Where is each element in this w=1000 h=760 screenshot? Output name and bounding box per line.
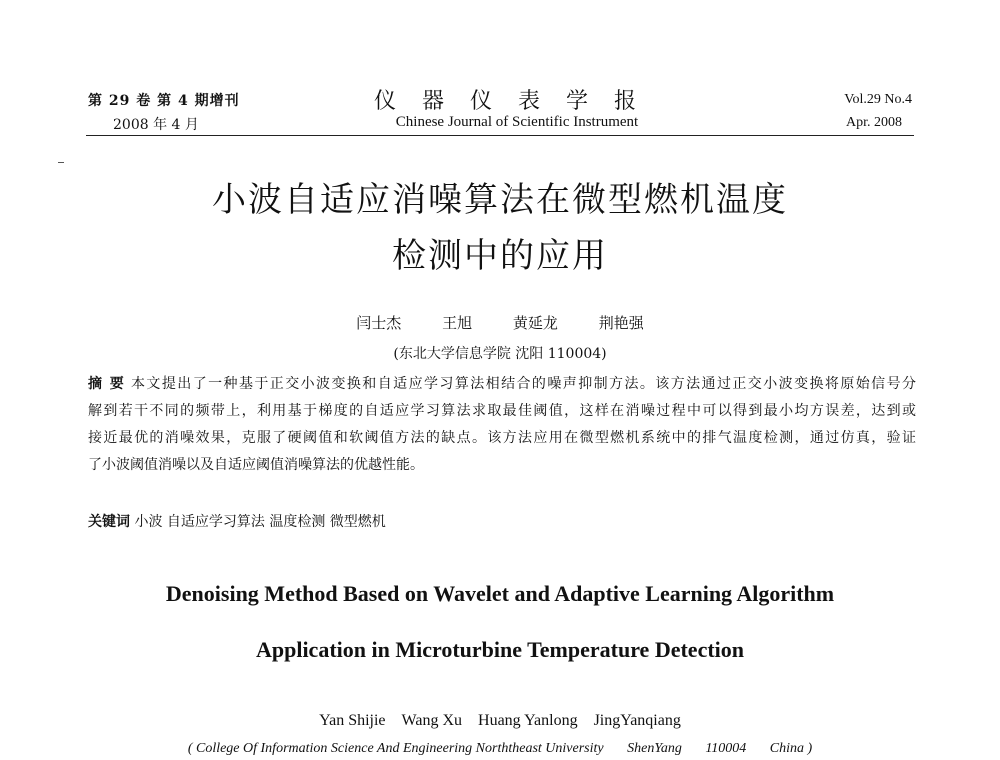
abstract-label: 摘 要 xyxy=(88,376,126,392)
keyword: 微型燃机 xyxy=(329,514,386,530)
author-cn: 闫士杰 xyxy=(356,314,402,332)
abstract-line-3: 接近最优的消噪效果，克服了硬阈值和软阈值方法的缺点。该方法应用在微型燃机系统中的排气温度检测，通过仿真，验证 xyxy=(88,430,916,446)
abstract-line-4: 了小波阈值消噪以及自适应阈值消噪算法的优越性能。 xyxy=(88,457,424,473)
abstract xyxy=(88,371,916,479)
authors-cn xyxy=(200,312,800,333)
author-cn: 王旭 xyxy=(442,314,473,332)
journal-name-cn: 仪器仪表学报 xyxy=(373,89,662,114)
author-en: Yan Shijie xyxy=(319,712,386,729)
keyword: 温度检测 xyxy=(269,514,326,530)
volume-issue-en: Vol.29 No.4 xyxy=(844,92,912,107)
author-cn: 荆艳强 xyxy=(598,314,644,332)
affiliation-cn: (东北大学信息学院 沈阳 110004) xyxy=(393,346,607,362)
title-cn-line-1: 小波自适应消噪算法在微型燃机温度 xyxy=(212,180,788,220)
title-cn-line-2: 检测中的应用 xyxy=(392,236,608,276)
journal-name-en: Chinese Journal of Scientific Instrument xyxy=(395,114,639,130)
volume-issue-cn: 第 29 卷 第 4 期增刊 xyxy=(88,93,240,109)
date-cn: 2008 年 4 月 xyxy=(113,117,199,133)
author-en: JingYanqiang xyxy=(593,712,681,729)
affiliation-en-org: ( College Of Information Science And Engineering Norththeast University xyxy=(187,741,604,756)
title-en-line-2: Application in Microturbine Temperature Detection xyxy=(255,637,745,662)
abstract-line-1 xyxy=(88,371,916,398)
affiliation-en xyxy=(100,741,900,757)
abstract-text: 本文提出了一种基于正交小波变换和自适应学习算法相结合的噪声抑制方法。该方法通过正交小波变换将原始信号分 xyxy=(131,376,917,392)
author-en: Huang Yanlong xyxy=(478,712,578,729)
author-cn: 黄延龙 xyxy=(512,314,558,332)
keyword: 自适应学习算法 xyxy=(166,514,265,530)
keywords xyxy=(88,511,386,531)
authors-en xyxy=(200,712,800,730)
keyword: 小波 xyxy=(134,514,163,530)
abstract-line-2: 解到若干不同的频带上，利用基于梯度的自适应学习算法求取最佳阈值，这样在消噪过程中可以得到最小均方误差，达到或 xyxy=(88,403,916,419)
date-en: Apr. 2008 xyxy=(846,115,902,130)
affiliation-en-city: ShenYang xyxy=(627,741,682,756)
affiliation-en-country: China ) xyxy=(769,741,813,756)
author-en: Wang Xu xyxy=(401,712,463,729)
margin-tick xyxy=(58,162,64,163)
keywords-label: 关键词 xyxy=(88,514,130,530)
title-en-line-1: Denoising Method Based on Wavelet and Adaptive Learning Algorithm xyxy=(165,581,835,606)
header-rule xyxy=(86,135,914,136)
affiliation-en-postcode: 110004 xyxy=(705,741,747,756)
